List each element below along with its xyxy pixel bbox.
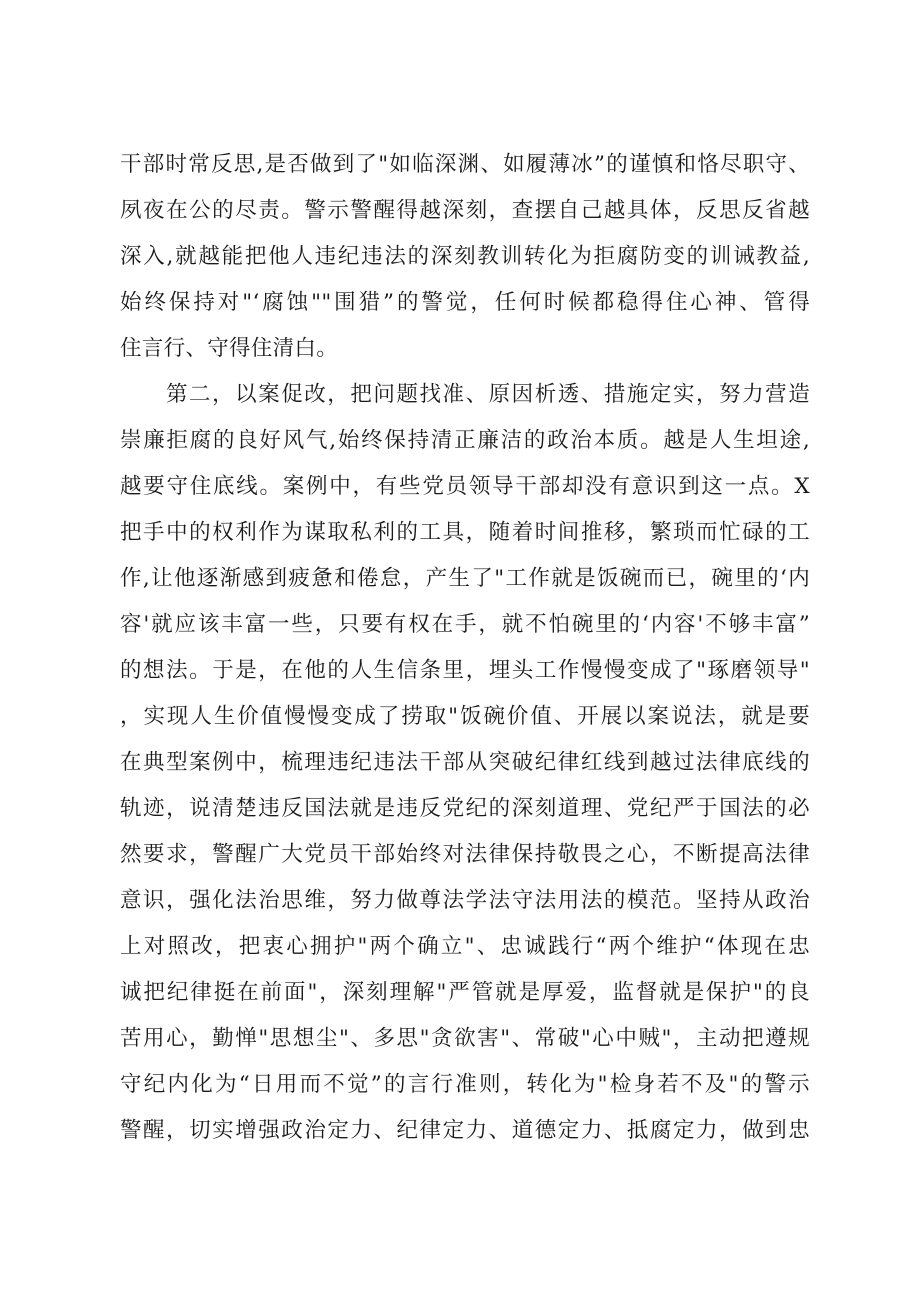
text-line: 轨迹，说清楚违反国法就是违反党纪的深刻道理、党纪严于国法的必 (120, 796, 810, 821)
text-line: 干部时常反思,是否做到了"如临深渊、如履薄冰”的谨慎和恪尽职守、 (120, 152, 810, 177)
text-line: 把手中的权利作为谋取私利的工具，随着时间推移，繁琐而忙碌的工 (120, 520, 810, 545)
paragraph-1 (120, 142, 810, 372)
text-line: 苦用心，勤惮"思想尘"、多思"贪欲害"、常破"心中贼"，主动把遵规 (120, 1026, 810, 1051)
text-line: 诚把纪律挺在前面"，深刻理解"严管就是厚爱，监督就是保护"的良 (120, 980, 810, 1005)
text-line: 上对照改，把衷心拥护"两个确立"、忠诚践行“两个维护“体现在忠 (120, 934, 810, 959)
text-line: 越要守住底线。案例中，有些党员领导干部却没有意识到这一点。X (120, 474, 810, 499)
text-line: 始终保持对"‘腐蚀""围猎”的警觉，任何时候都稳得住心神、管得 (120, 290, 810, 315)
text-line: 深入,就越能把他人违纪违法的深刻教训转化为拒腐防变的训诫教益, (120, 244, 810, 269)
text-line: 作,让他逐渐感到疲惫和倦怠，产生了"工作就是饭碗而已，碗里的‘内 (120, 566, 810, 591)
text-line: 的想法。于是，在他的人生信条里，埋头工作慢慢变成了"琢磨领导" (120, 658, 810, 683)
text-line: 住言行、守得住清白。 (120, 336, 339, 361)
text-line: 崇廉拒腐的良好风气,始终保持清正廉洁的政治本质。越是人生坦途, (120, 428, 810, 453)
text-line: 第二，以案促改，把问题找准、原因析透、措施定实，努力营造 (166, 382, 810, 407)
text-line: 在典型案例中，梳理违纪违法干部从突破纪律红线到越过法律底线的 (120, 750, 810, 775)
text-line: ，实现人生价值慢慢变成了捞取"饭碗价值、开展以案说法，就是要 (120, 704, 810, 729)
text-line: 警醒，切实增强政治定力、纪律定力、道德定力、抵腐定力，做到忠 (120, 1118, 810, 1143)
text-line: 然要求，警醒广大党员干部始终对法律保持敬畏之心，不断提高法律 (120, 842, 810, 867)
text-line: 夙夜在公的尽责。警示警醒得越深刻，查摆自己越具体，反思反省越 (120, 198, 810, 223)
text-line: 意识，强化法治思维，努力做尊法学法守法用法的模范。坚持从政治 (120, 888, 810, 913)
document-body (120, 142, 810, 1154)
text-line: 容'就应该丰富一些，只要有权在手，就不怕碗里的‘内容'不够丰富” (120, 612, 810, 637)
text-line: 守纪内化为“日用而不觉”的言行准则，转化为"检身若不及"的警示 (120, 1072, 810, 1097)
paragraph-2 (120, 372, 810, 1154)
